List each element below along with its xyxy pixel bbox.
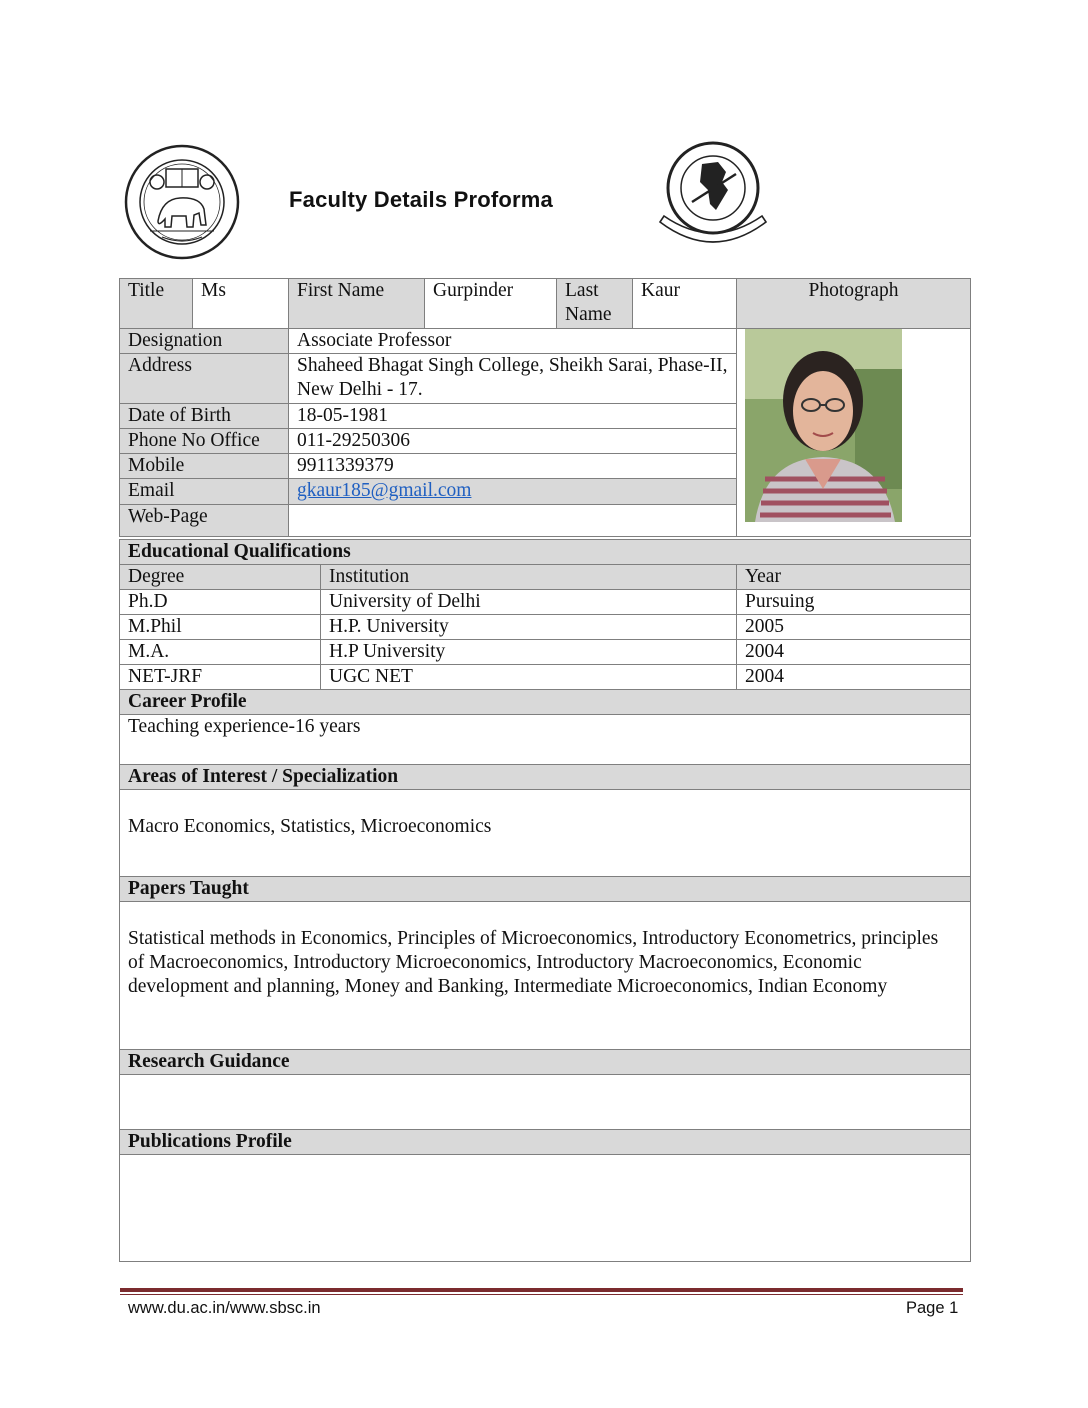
page-title: Faculty Details Proforma bbox=[289, 187, 553, 212]
table-row bbox=[120, 665, 971, 690]
degree-cell: M.A. bbox=[120, 640, 321, 665]
papers-text: Statistical methods in Economics, Principles of Microeconomics, Introductory Econometrics, principles of Macroeconomics, Introductory Microeconomics, Introductory Macroeconomics, Economic development and planning, Money and Banking, Intermediate Microeconomics, Indian Economy bbox=[120, 902, 971, 1050]
email-label: Email bbox=[120, 479, 289, 505]
designation-value: Associate Professor bbox=[289, 329, 737, 354]
phone-office-value: 011-29250306 bbox=[289, 429, 737, 454]
first-name-value: Gurpinder bbox=[425, 279, 557, 329]
degree-cell: Ph.D bbox=[120, 590, 321, 615]
year-cell: 2004 bbox=[737, 640, 971, 665]
institution-cell: UGC NET bbox=[321, 665, 737, 690]
title-value: Ms bbox=[193, 279, 289, 329]
interests-heading: Areas of Interest / Specialization bbox=[120, 765, 971, 790]
institution-cell: University of Delhi bbox=[321, 590, 737, 615]
footer-website: www.du.ac.in/www.sbsc.in bbox=[128, 1299, 321, 1317]
photograph-label: Photograph bbox=[737, 279, 971, 329]
mobile-label: Mobile bbox=[120, 454, 289, 479]
research-text bbox=[120, 1075, 971, 1130]
education-col-year: Year bbox=[737, 565, 971, 590]
last-name-label: Last Name bbox=[557, 279, 633, 329]
publications-heading: Publications Profile bbox=[120, 1130, 971, 1155]
institution-cell: H.P. University bbox=[321, 615, 737, 640]
year-cell: 2005 bbox=[737, 615, 971, 640]
degree-cell: NET-JRF bbox=[120, 665, 321, 690]
address-value: Shaheed Bhagat Singh College, Sheikh Sarai, Phase-II, New Delhi - 17. bbox=[289, 354, 737, 404]
qualifications-and-profile-table bbox=[119, 539, 971, 1262]
university-of-delhi-seal-logo bbox=[122, 143, 242, 261]
interests-text: Macro Economics, Statistics, Microeconomics bbox=[120, 790, 971, 877]
footer-page-number: Page 1 bbox=[906, 1299, 959, 1317]
first-name-label: First Name bbox=[289, 279, 425, 329]
email-value-cell bbox=[289, 479, 737, 505]
webpage-value bbox=[289, 505, 737, 537]
career-text: Teaching experience-16 years bbox=[120, 715, 971, 765]
education-col-degree: Degree bbox=[120, 565, 321, 590]
last-name-value: Kaur bbox=[633, 279, 737, 329]
dob-value: 18-05-1981 bbox=[289, 404, 737, 429]
table-row bbox=[120, 640, 971, 665]
title-label: Title bbox=[120, 279, 193, 329]
dob-label: Date of Birth bbox=[120, 404, 289, 429]
table-row bbox=[120, 615, 971, 640]
research-heading: Research Guidance bbox=[120, 1050, 971, 1075]
year-cell: 2004 bbox=[737, 665, 971, 690]
education-col-institution: Institution bbox=[321, 565, 737, 590]
footer-rule-thin bbox=[120, 1294, 963, 1295]
table-row bbox=[120, 590, 971, 615]
career-heading: Career Profile bbox=[120, 690, 971, 715]
publications-text bbox=[120, 1155, 971, 1262]
degree-cell: M.Phil bbox=[120, 615, 321, 640]
footer-rule bbox=[120, 1288, 963, 1292]
designation-label: Designation bbox=[120, 329, 289, 354]
mobile-value: 9911339379 bbox=[289, 454, 737, 479]
education-heading: Educational Qualifications bbox=[120, 540, 971, 565]
papers-heading: Papers Taught bbox=[120, 877, 971, 902]
year-cell: Pursuing bbox=[737, 590, 971, 615]
address-label: Address bbox=[120, 354, 289, 404]
webpage-label: Web-Page bbox=[120, 505, 289, 537]
photograph-cell bbox=[737, 329, 971, 537]
personal-details-table bbox=[119, 278, 971, 537]
phone-office-label: Phone No Office bbox=[120, 429, 289, 454]
sbsc-college-seal-logo bbox=[652, 138, 774, 254]
institution-cell: H.P University bbox=[321, 640, 737, 665]
faculty-photograph bbox=[745, 329, 902, 522]
email-link[interactable]: gkaur185@gmail.com bbox=[297, 480, 472, 501]
